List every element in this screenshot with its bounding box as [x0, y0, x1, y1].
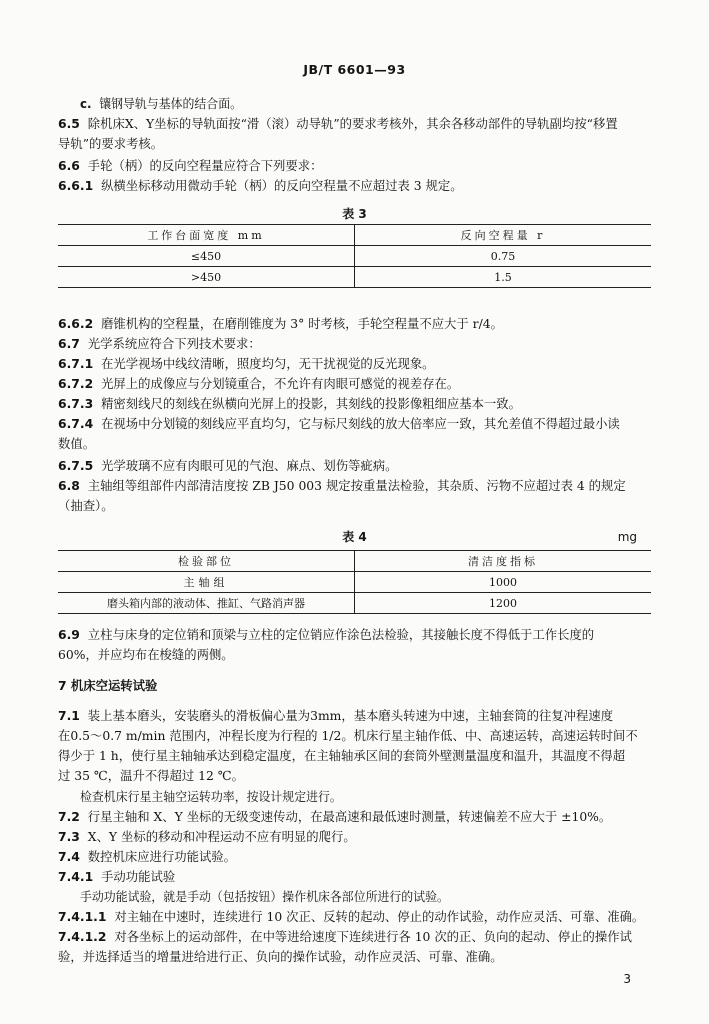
- clause-text: 除机床X、Y坐标的导轨面按“滑（滚）动导轨”的要求考核外，其余各移动部件的导轨副均按“移置: [87, 116, 618, 131]
- clause-text: 立柱与床身的定位销和顶梁与立柱的定位销应作涂色法检验，其接触长度不得低于工作长度的: [87, 627, 595, 642]
- table4-cell: 1200: [355, 593, 652, 614]
- clause-number: 6.9: [58, 627, 80, 642]
- clause-number: 6.8: [58, 478, 80, 493]
- table3-cell: ≤450: [58, 246, 355, 267]
- table-row: [58, 246, 651, 267]
- table4-header-index: 清洁度指标: [355, 551, 652, 572]
- clause-text: 行星主轴和 X、Y 坐标的无级变速传动，在最高速和最低速时测量，转速偏差不应大于 ±10%。: [87, 809, 612, 824]
- table-row: [58, 267, 651, 288]
- page-number: 3: [623, 972, 631, 986]
- clause-7-4-1: [58, 867, 651, 887]
- table3-cell: >450: [58, 267, 355, 288]
- table4-cell: 1000: [355, 572, 652, 593]
- clause-number: 6.7.4: [58, 416, 94, 431]
- clause-number: 7.2: [58, 809, 80, 824]
- clause-7-4-1-desc: 手动功能试验，就是手动（包括按钮）操作机床各部位所进行的试验。: [80, 889, 449, 904]
- clause-text: 手动功能试验: [101, 869, 176, 884]
- clause-text: 精密刻线尺的刻线在纵横向光屏上的投影，其刻线的投影像粗细应基本一致。: [101, 396, 521, 411]
- table4: [58, 550, 651, 614]
- clause-number: 6.7.1: [58, 356, 94, 371]
- item-c: [80, 94, 651, 114]
- clause-text: 对主轴在中速时，连续进行 10 次正、反转的起动、停止的动作试验，动作应灵活、可靠、准确。: [114, 909, 645, 924]
- clause-number: 6.6: [58, 158, 80, 173]
- clause-text: 在光学视场中线纹清晰，照度均匀，无干扰视觉的反光现象。: [101, 356, 435, 371]
- clause-text: 数控机床应进行功能试验。: [87, 849, 237, 864]
- clause-text: 光学系统应符合下列技术要求：: [87, 336, 261, 351]
- clause-text: X、Y 坐标的移动和冲程运动不应有明显的爬行。: [87, 829, 356, 844]
- clause-number: 7.4.1.1: [58, 909, 107, 924]
- clause-6-6-1: [58, 176, 651, 196]
- clause-7-4-1-2-cont: 验，并选择适当的增量进给进行正、负向的操作试验，动作应灵活、可靠、准确。: [58, 949, 503, 964]
- clause-number: 6.7.2: [58, 376, 94, 391]
- clause-7-1-note: 检查机床行星主轴空运转功率，按设计规定进行。: [80, 789, 342, 804]
- clause-6-6-2: [58, 314, 651, 334]
- clause-7-1: [58, 706, 651, 726]
- clause-number: 7.4: [58, 849, 80, 864]
- clause-6-7-2: [58, 374, 651, 394]
- clause-number: 6.5: [58, 116, 80, 131]
- table3-cell: 0.75: [355, 246, 652, 267]
- clause-6-7-3: [58, 394, 651, 414]
- table3-header-width: 工作台面宽度 mm: [58, 225, 355, 246]
- clause-number: 6.6.2: [58, 316, 94, 331]
- table-row: [58, 572, 651, 593]
- clause-7-3: [58, 827, 651, 847]
- clause-7-4-1-1: [58, 907, 651, 927]
- clause-text: 在视场中分划镜的刻线应平直均匀，它与标尺刻线的放大倍率应一致，其允差值不得超过最小读: [101, 416, 620, 431]
- clause-number: c.: [80, 96, 92, 111]
- table-row: [58, 593, 651, 614]
- clause-text: 纵横坐标移动用微动手轮（柄）的反向空程量不应超过表 3 规定。: [101, 178, 463, 193]
- clause-7-1-cont: 在0.5～0.7 m/min 范围内，冲程长度为行程的 1/2。机床行星主轴作低、中、高速运转，高速运转时间不: [58, 728, 638, 743]
- clause-6-6: [58, 156, 651, 176]
- clause-7-1-cont: 过 35 ℃，温升不得超过 12 ℃。: [58, 768, 244, 783]
- clause-6-7-1: [58, 354, 651, 374]
- standard-header: JB/T 6601—93: [303, 62, 406, 77]
- clause-number: 6.7: [58, 336, 80, 351]
- clause-text: 主轴组等组部件内部清洁度按 ZB J50 003 规定按重量法检验，其杂质、污物不应超过表 4 的规定: [87, 478, 626, 493]
- clause-6-7: [58, 334, 651, 354]
- table4-unit: mg: [617, 530, 637, 544]
- clause-number: 7.1: [58, 708, 80, 723]
- table3-cell: 1.5: [355, 267, 652, 288]
- clause-text: 镶钢导轨与基体的结合面。: [99, 96, 243, 111]
- clause-text: 装上基本磨头，安装磨头的滑板偏心量为3mm，基本磨头转速为中速，主轴套筒的往复冲程速度: [87, 708, 614, 723]
- clause-6-8: [58, 476, 651, 496]
- clause-6-7-4: [58, 414, 651, 434]
- clause-7-1-cont: 得少于 1 h，使行星主轴轴承达到稳定温度，在主轴轴承区间的套筒外壁测量温度和温升，其温度不得超: [58, 748, 626, 763]
- table3-caption: 表 3: [342, 207, 367, 221]
- section-7-heading: 7 机床空运转试验: [58, 678, 158, 693]
- clause-7-4: [58, 847, 651, 867]
- clause-7-2: [58, 807, 651, 827]
- table4-cell: 磨头箱内部的液动体、推缸、气路消声器: [58, 593, 355, 614]
- clause-6-9-cont: 60%，并应均布在梭缝的两侧。: [58, 647, 234, 662]
- clause-number: 6.7.3: [58, 396, 94, 411]
- clause-6-7-5: [58, 456, 651, 476]
- table3-header-backlash: 反向空程量 r: [355, 225, 652, 246]
- table4-header-part: 检验部位: [58, 551, 355, 572]
- clause-7-4-1-2: [58, 927, 651, 947]
- clause-text: 光学玻璃不应有肉眼可见的气泡、麻点、划伤等疵病。: [101, 458, 398, 473]
- clause-text: 手轮（柄）的反向空程量应符合下列要求：: [87, 158, 323, 173]
- clause-text: 光屏上的成像应与分划镜重合，不允许有肉眼可感觉的视差存在。: [101, 376, 460, 391]
- clause-6-7-4-cont: 数值。: [58, 436, 96, 451]
- clause-text: 磨锥机构的空程量，在磨削锥度为 3° 时考核，手轮空程量不应大于 r/4。: [101, 316, 503, 331]
- clause-text: 对各坐标上的运动部件，在中等进给速度下连续进行各 10 次的正、负向的起动、停止的操作试: [114, 929, 632, 944]
- clause-number: 7.4.1.2: [58, 929, 107, 944]
- table4-caption: 表 4: [342, 530, 367, 544]
- table4-cell: 主轴组: [58, 572, 355, 593]
- clause-6-9: [58, 625, 651, 645]
- clause-number: 6.6.1: [58, 178, 94, 193]
- clause-6-5: [58, 114, 651, 134]
- clause-number: 6.7.5: [58, 458, 94, 473]
- clause-number: 7.4.1: [58, 869, 94, 884]
- clause-6-5-cont: 导轨”的要求考核。: [58, 136, 164, 151]
- table3: [58, 224, 651, 288]
- clause-6-8-cont: （抽查）。: [58, 498, 114, 513]
- clause-number: 7.3: [58, 829, 80, 844]
